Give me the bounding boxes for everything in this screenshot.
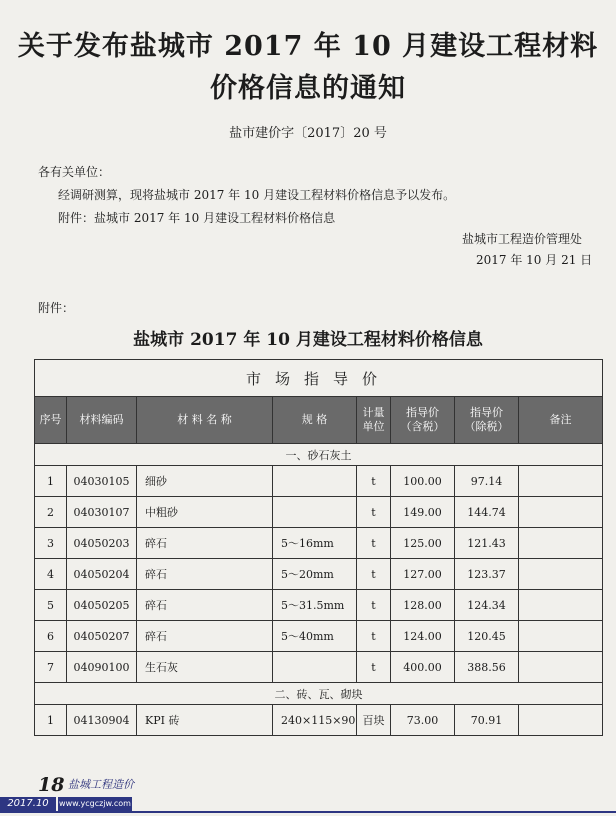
table-row [35,590,603,621]
issue-label: 2017.10 [0,797,56,811]
cell-no: 3 [35,528,67,559]
table-row [35,652,603,683]
cell-code: 04050205 [67,590,137,621]
cell-spec [273,497,357,528]
cell-spec: 240×115×90 [273,705,357,736]
attachment-label: 附件： [38,301,75,315]
cell-no: 1 [35,705,67,736]
footer-divider [0,811,616,813]
header-unit [357,397,391,444]
cell-remark [519,528,603,559]
cell-remark [519,590,603,621]
cell-no: 5 [35,590,67,621]
website-url: www.ycgczjw.com [58,797,132,811]
magazine-brand: 盐城工程造价 [68,778,134,791]
header-price-notax-line1: 指导价 [470,406,503,419]
issuer-name: 盐城市工程造价管理处 [462,232,583,246]
cell-no: 1 [35,466,67,497]
cell-remark [519,466,603,497]
header-price-tax [391,397,455,444]
cell-code: 04090100 [67,652,137,683]
cell-no: 7 [35,652,67,683]
table-row [35,621,603,652]
cell-price-notax: 388.56 [455,652,519,683]
cell-price-tax: 149.00 [391,497,455,528]
cell-code: 04030107 [67,497,137,528]
cell-code: 04050203 [67,528,137,559]
cell-price-tax: 128.00 [391,590,455,621]
salutation: 各有关单位： [38,165,111,179]
cell-name: 碎石 [137,559,273,590]
cell-spec: 5～31.5mm [273,590,357,621]
cell-name: 碎石 [137,621,273,652]
cell-spec [273,652,357,683]
header-no: 序号 [35,397,67,444]
cell-remark [519,559,603,590]
notice-title-line1: 关于发布盐城市 2017 年 10 月建设工程材料 [17,31,599,62]
cell-price-notax: 97.14 [455,466,519,497]
cell-name: 生石灰 [137,652,273,683]
cell-name: 细砂 [137,466,273,497]
header-unit-line1: 计量 [362,406,385,419]
section-row [35,683,603,705]
header-price-notax [455,397,519,444]
cell-spec: 5～20mm [273,559,357,590]
document-number: 盐市建价字〔2017〕20 号 [229,126,387,141]
section-row [35,444,603,466]
price-table [34,359,603,736]
cell-price-notax: 124.34 [455,590,519,621]
header-name: 材 料 名 称 [137,397,273,444]
table-row [35,497,603,528]
cell-no: 6 [35,621,67,652]
cell-price-notax: 70.91 [455,705,519,736]
cell-spec [273,466,357,497]
cell-price-tax: 100.00 [391,466,455,497]
section-title: 二、砖、瓦、砌块 [35,683,603,705]
header-remark: 备注 [519,397,603,444]
notice-body: 经调研测算，现将盐城市 2017 年 10 月建设工程材料价格信息予以发布。 [58,188,456,202]
header-price-notax-line2: （除税） [464,420,509,433]
market-guide-label: 市场指导价 [35,360,603,397]
cell-spec: 5～40mm [273,621,357,652]
cell-price-tax: 125.00 [391,528,455,559]
page-number: 18 [38,774,65,796]
table-row [35,705,603,736]
cell-code: 04030105 [67,466,137,497]
cell-price-tax: 127.00 [391,559,455,590]
header-code: 材料编码 [67,397,137,444]
cell-remark [519,497,603,528]
table-row [35,528,603,559]
cell-unit: t [357,590,391,621]
cell-price-notax: 120.45 [455,621,519,652]
cell-spec: 5～16mm [273,528,357,559]
cell-remark [519,621,603,652]
cell-remark [519,652,603,683]
section-title: 一、砂石灰土 [35,444,603,466]
cell-name: KPI 砖 [137,705,273,736]
cell-price-notax: 123.37 [455,559,519,590]
header-price-tax-line1: 指导价 [406,406,439,419]
cell-no: 4 [35,559,67,590]
cell-code: 04050204 [67,559,137,590]
notice-title-line2: 价格信息的通知 [210,73,406,104]
table-header [35,397,603,444]
cell-price-notax: 121.43 [455,528,519,559]
issue-date: 2017 年 10 月 21 日 [476,253,593,267]
header-price-tax-line2: （含税） [400,420,445,433]
cell-unit: 百块 [357,705,391,736]
cell-remark [519,705,603,736]
cell-unit: t [357,497,391,528]
cell-no: 2 [35,497,67,528]
cell-name: 碎石 [137,528,273,559]
cell-unit: t [357,559,391,590]
price-info-title: 盐城市 2017 年 10 月建设工程材料价格信息 [133,330,483,350]
cell-price-tax: 400.00 [391,652,455,683]
cell-price-tax: 73.00 [391,705,455,736]
table-row [35,559,603,590]
cell-price-notax: 144.74 [455,497,519,528]
cell-unit: t [357,652,391,683]
cell-name: 中粗砂 [137,497,273,528]
header-unit-line2: 单位 [362,420,385,433]
market-guide-band [35,360,603,397]
cell-unit: t [357,528,391,559]
attachment-line: 附件：盐城市 2017 年 10 月建设工程材料价格信息 [58,211,336,225]
cell-unit: t [357,621,391,652]
cell-code: 04130904 [67,705,137,736]
cell-name: 碎石 [137,590,273,621]
header-spec: 规 格 [273,397,357,444]
cell-code: 04050207 [67,621,137,652]
table-row [35,466,603,497]
cell-price-tax: 124.00 [391,621,455,652]
cell-unit: t [357,466,391,497]
